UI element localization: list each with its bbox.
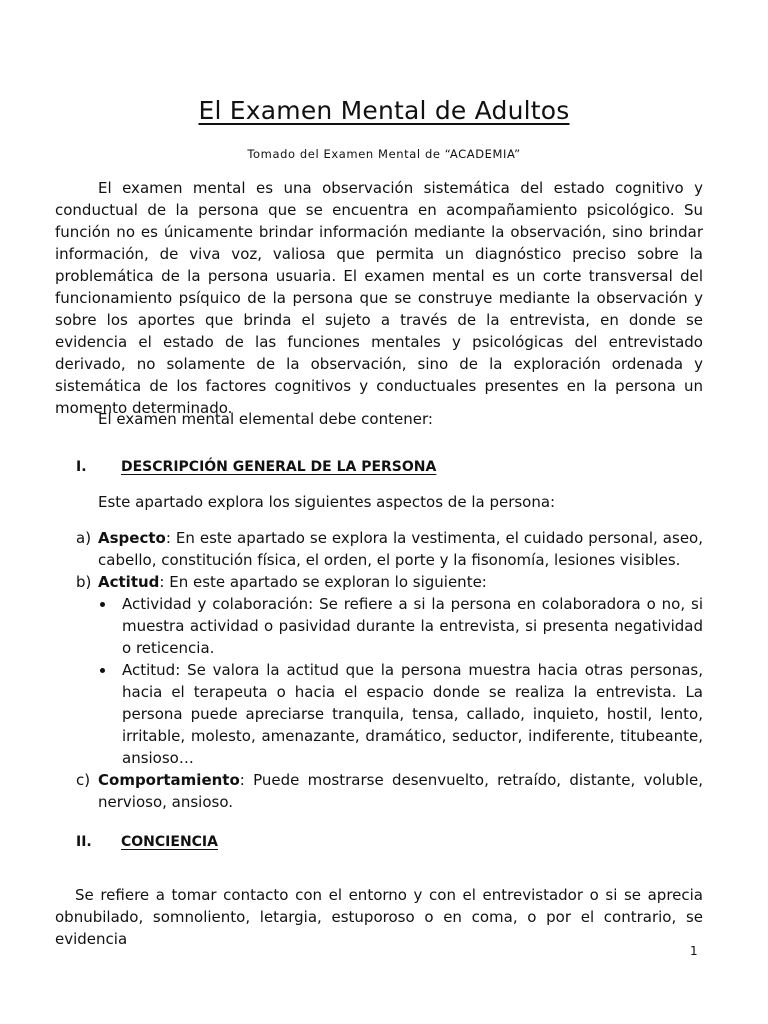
section1-intro: Este apartado explora los siguientes aspectos de la persona: bbox=[98, 493, 556, 511]
contain-line: El examen mental elemental debe contener: bbox=[98, 410, 433, 428]
aspects-list bbox=[76, 527, 703, 813]
term-actitud: Actitud bbox=[98, 573, 160, 591]
section-number-1: I. bbox=[76, 459, 87, 475]
bullet-text: Actividad y colaboración: Se refiere a si la persona en colaboradora o no, si muestra actividad o pasividad durante la entrevista, si presenta negatividad o reticencia. bbox=[122, 595, 703, 657]
section-number-2: II. bbox=[76, 834, 92, 850]
list-item-comportamiento bbox=[76, 769, 703, 813]
document-title: El Examen Mental de Adultos bbox=[198, 96, 570, 125]
list-item-actitud bbox=[76, 571, 703, 593]
section-title-1: DESCRIPCIÓN GENERAL DE LA PERSONA bbox=[121, 459, 437, 475]
conciencia-paragraph: Se refiere a tomar contacto con el entorno y con el entrevistador o si se aprecia obnubilado, somnoliento, letargia, estuporoso o en coma, o por el contrario, se evidencia bbox=[55, 886, 703, 948]
page-number: 1 bbox=[690, 944, 698, 958]
document-subtitle: Tomado del Examen Mental de “ACADEMIA” bbox=[247, 147, 521, 161]
list-marker: b) bbox=[76, 573, 92, 591]
bullet-item bbox=[76, 593, 703, 659]
bullet-icon bbox=[100, 602, 105, 607]
list-item-aspecto bbox=[76, 527, 703, 571]
list-marker: a) bbox=[76, 529, 92, 547]
text-actitud: : En este apartado se exploran lo siguiente: bbox=[159, 573, 487, 591]
text-aspecto: : En este apartado se explora la vestimenta, el cuidado personal, aseo, cabello, constitución física, el orden, el porte y la fisonomía, lesiones visibles. bbox=[98, 529, 703, 569]
intro-section bbox=[55, 177, 703, 419]
term-aspecto: Aspecto bbox=[98, 529, 166, 547]
text-comportamiento: : Puede mostrarse desenvuelto, retraído, distante, voluble, nervioso, ansioso. bbox=[98, 771, 703, 811]
bullet-item bbox=[76, 659, 703, 769]
bullet-icon bbox=[100, 668, 105, 673]
section-title-2: CONCIENCIA bbox=[121, 834, 218, 850]
intro-paragraph: El examen mental es una observación sistemática del estado cognitivo y conductual de la persona que se encuentra en acompañamiento psicológico. Su función no es únicamente brindar información mediante la observación, sino brindar información, de viva voz, valiosa que permita un diagnóstico preciso sobre la problemática de la persona usuaria. El examen mental es un corte transversal del funcionamiento psíquico de la persona que se construye mediante la observación y sobre los aportes que brinda el sujeto a través de la entrevista, en donde se evidencia el estado de las funciones mentales y psicológicas del entrevistado derivado, no solamente de la observación, sino de la exploración ordenada y sistemática de los factores cognitivos y conductuales presentes en la persona un momento determinado. bbox=[55, 179, 703, 417]
list-marker: c) bbox=[76, 771, 91, 789]
conciencia-section bbox=[55, 884, 703, 950]
bullet-text: Actitud: Se valora la actitud que la persona muestra hacia otras personas, hacia el terapeuta o hacia el espacio donde se realiza la entrevista. La persona puede apreciarse tranquila, tensa, callado, inquieto, hostil, lento, irritable, molesto, amenazante, dramático, seductor, indiferente, titubeante, ansioso… bbox=[122, 661, 703, 767]
actitud-bullets bbox=[76, 593, 703, 769]
term-comportamiento: Comportamiento bbox=[98, 771, 240, 789]
